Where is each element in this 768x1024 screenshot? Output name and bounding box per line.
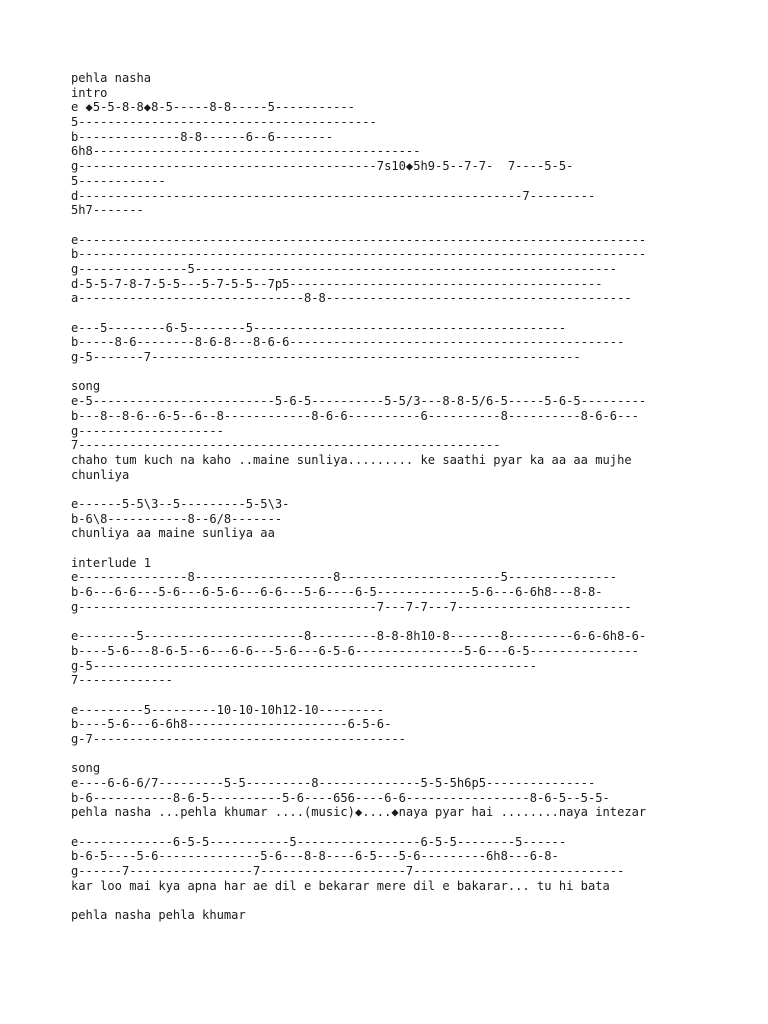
text-line: g------7-----------------7--------------------7----------------------------- (71, 864, 625, 879)
blank-line (71, 747, 761, 762)
text-line: pehla nasha ...pehla khumar ....(music)◆....◆naya pyar hai ........naya intezar (71, 805, 647, 820)
text-line: 7------------- (71, 673, 173, 688)
text-line: e---------5---------10-10-10h12-10--------- (71, 702, 385, 717)
text-line: e---5--------6-5--------5------------------------------------------- (71, 320, 567, 335)
text-line: b---8--8-6--6-5--6--8------------8-6-6----------6----------8----------8-6-6--- (71, 408, 639, 423)
text-line: b----5-6---8-6-5--6---6-6---5-6---6-5-6---------------5-6---6-5--------------- (71, 643, 639, 658)
text-line: song (71, 379, 101, 394)
tab-document (71, 71, 761, 923)
text-line: chaho tum kuch na kaho ..maine sunliya......... ke saathi pyar ka aa aa mujhe (71, 452, 632, 467)
text-line: chunliya aa maine sunliya aa (71, 526, 275, 541)
text-line: 5h7------- (71, 203, 144, 218)
text-line: g---------------5---------------------------------------------------------- (71, 261, 618, 276)
text-line: pehla nasha pehla khumar (71, 908, 246, 923)
text-line: chunliya (71, 467, 130, 482)
text-line: e ◆5-5-8-8◆8-5-----8-8-----5----------- (71, 100, 355, 115)
text-line: kar loo mai kya apna har ae dil e bekarar mere dil e bakarar... tu hi bata (71, 878, 610, 893)
text-line: 6h8--------------------------------------------- (71, 144, 421, 159)
text-line: d-5-5-7-8-7-5-5---5-7-5-5--7p5------------------------------------------- (71, 276, 603, 291)
text-line: g-----------------------------------------7s10◆5h9-5--7-7- 7----5-5- (71, 159, 574, 174)
text-line: b------------------------------------------------------------------------------ (71, 247, 647, 262)
text-line: b-----8-6--------8-6-8---8-6-6---------------------------------------------- (71, 335, 625, 350)
text-line: d-------------------------------------------------------------7--------- (71, 188, 596, 203)
blank-line (71, 365, 761, 380)
text-line: 5------------ (71, 173, 166, 188)
blank-line (71, 541, 761, 556)
text-line: g-7------------------------------------------- (71, 731, 406, 746)
blank-line (71, 688, 761, 703)
text-line: b-6-5----5-6--------------5-6---8-8----6-5---5-6---------6h8---6-8- (71, 849, 559, 864)
text-line: interlude 1 (71, 555, 152, 570)
text-line: e-------------6-5-5-----------5-----------------6-5-5--------5------ (71, 834, 567, 849)
text-line: e-5-------------------------5-6-5----------5-5/3---8-8-5/6-5-----5-6-5--------- (71, 394, 647, 409)
text-line: g-------------------- (71, 423, 224, 438)
text-line: b-6---6-6---5-6---6-5-6---6-6---5-6----6-5-------------5-6---6-6h8---8-8- (71, 585, 603, 600)
text-line: b----5-6---6-6h8----------------------6-5-6- (71, 717, 392, 732)
text-line: 5----------------------------------------- (71, 115, 377, 130)
blank-line (71, 894, 761, 909)
blank-line (71, 218, 761, 233)
text-line: e--------5----------------------8---------8-8-8h10-8-------8---------6-6-6h8-6- (71, 629, 647, 644)
text-line: a-------------------------------8-8------------------------------------------ (71, 291, 632, 306)
text-line: b-6-----------8-6-5----------5-6----656----6-6-----------------8-6-5--5-5- (71, 790, 610, 805)
blank-line (71, 482, 761, 497)
text-line: e---------------8-------------------8----------------------5--------------- (71, 570, 618, 585)
text-line: intro (71, 85, 108, 100)
text-line: g-5-------7----------------------------------------------------------- (71, 350, 581, 365)
text-line: pehla nasha (71, 71, 152, 85)
text-line: g-5------------------------------------------------------------- (71, 658, 537, 673)
text-line: e------5-5\3--5---------5-5\3- (71, 496, 290, 511)
text-line: b-6\8-----------8--6/8------- (71, 511, 283, 526)
text-line: song (71, 761, 101, 776)
blank-line (71, 306, 761, 321)
text-line: 7---------------------------------------------------------- (71, 438, 501, 453)
text-line: b--------------8-8------6--6-------- (71, 129, 334, 144)
text-line: g-----------------------------------------7---7-7---7------------------------ (71, 599, 632, 614)
blank-line (71, 820, 761, 835)
text-line: e------------------------------------------------------------------------------ (71, 232, 647, 247)
text-line: e----6-6-6/7---------5-5---------8--------------5-5-5h6p5--------------- (71, 776, 596, 790)
blank-line (71, 614, 761, 629)
